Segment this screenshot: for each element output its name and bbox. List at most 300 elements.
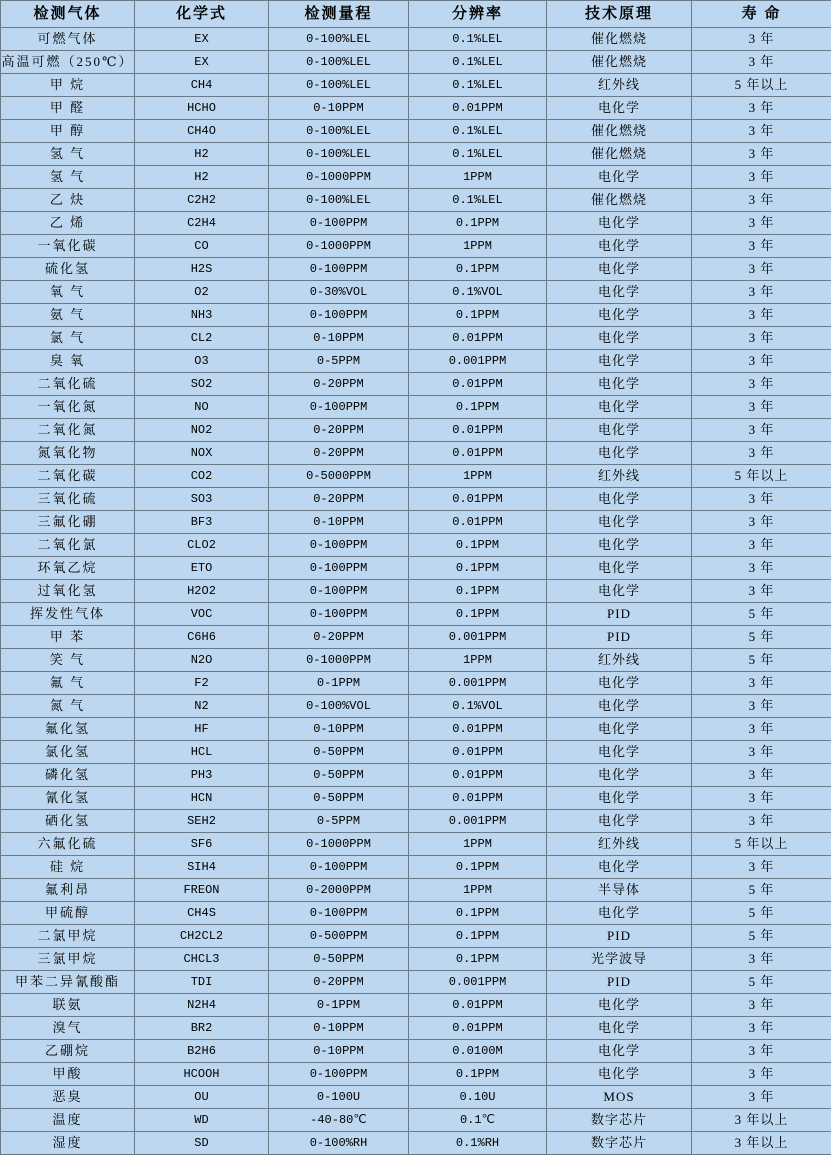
table-row	[1, 534, 831, 557]
cell-technology: PID	[547, 603, 692, 626]
cell-gas: 硅 烷	[1, 856, 135, 879]
table-row	[1, 833, 831, 856]
cell-lifetime: 3 年	[692, 51, 831, 74]
cell-formula: HCN	[135, 787, 269, 810]
cell-resolution: 0.001PPM	[409, 626, 547, 649]
table-row	[1, 373, 831, 396]
cell-formula: OU	[135, 1086, 269, 1109]
cell-lifetime: 3 年	[692, 166, 831, 189]
cell-resolution: 0.1PPM	[409, 304, 547, 327]
cell-resolution: 0.01PPM	[409, 327, 547, 350]
cell-formula: SEH2	[135, 810, 269, 833]
cell-lifetime: 3 年	[692, 419, 831, 442]
cell-technology: 光学波导	[547, 948, 692, 971]
header-row	[1, 1, 831, 28]
cell-resolution: 0.0100M	[409, 1040, 547, 1063]
cell-formula: N2	[135, 695, 269, 718]
cell-range: 0-100%RH	[269, 1132, 409, 1155]
cell-technology: 红外线	[547, 74, 692, 97]
cell-technology: 电化学	[547, 902, 692, 925]
cell-range: 0-50PPM	[269, 948, 409, 971]
cell-range: 0-1PPM	[269, 672, 409, 695]
cell-lifetime: 3 年	[692, 327, 831, 350]
cell-range: 0-100%LEL	[269, 120, 409, 143]
cell-technology: 电化学	[547, 488, 692, 511]
cell-technology: 电化学	[547, 396, 692, 419]
cell-resolution: 0.01PPM	[409, 764, 547, 787]
cell-lifetime: 3 年	[692, 396, 831, 419]
cell-technology: 电化学	[547, 442, 692, 465]
cell-lifetime: 3 年以上	[692, 1109, 831, 1132]
cell-formula: SIH4	[135, 856, 269, 879]
cell-range: 0-100%LEL	[269, 143, 409, 166]
cell-technology: 电化学	[547, 350, 692, 373]
cell-technology: PID	[547, 971, 692, 994]
table-row	[1, 442, 831, 465]
cell-range: 0-20PPM	[269, 442, 409, 465]
cell-gas: 六氟化硫	[1, 833, 135, 856]
cell-formula: C2H4	[135, 212, 269, 235]
cell-gas: 高温可燃（250℃）	[1, 51, 135, 74]
cell-formula: EX	[135, 51, 269, 74]
cell-lifetime: 3 年	[692, 304, 831, 327]
cell-resolution: 0.1PPM	[409, 856, 547, 879]
cell-formula: HF	[135, 718, 269, 741]
cell-lifetime: 3 年	[692, 120, 831, 143]
column-header-gas: 检测气体	[1, 1, 135, 28]
cell-formula: CLO2	[135, 534, 269, 557]
cell-resolution: 0.001PPM	[409, 672, 547, 695]
table-row	[1, 879, 831, 902]
cell-gas: 硫化氢	[1, 258, 135, 281]
cell-resolution: 0.01PPM	[409, 97, 547, 120]
cell-technology: 电化学	[547, 327, 692, 350]
cell-resolution: 0.1%LEL	[409, 51, 547, 74]
table-row	[1, 787, 831, 810]
cell-gas: 氧 气	[1, 281, 135, 304]
table-row	[1, 120, 831, 143]
cell-gas: 过氧化氢	[1, 580, 135, 603]
cell-range: 0-100PPM	[269, 534, 409, 557]
cell-lifetime: 3 年	[692, 1017, 831, 1040]
cell-gas: 氯 气	[1, 327, 135, 350]
table-row	[1, 28, 831, 51]
cell-technology: 电化学	[547, 1063, 692, 1086]
cell-lifetime: 5 年	[692, 649, 831, 672]
cell-technology: 数字芯片	[547, 1109, 692, 1132]
cell-formula: B2H6	[135, 1040, 269, 1063]
table-row	[1, 1132, 831, 1155]
table-row	[1, 281, 831, 304]
cell-technology: 电化学	[547, 511, 692, 534]
cell-gas: 臭 氧	[1, 350, 135, 373]
table-header	[1, 1, 831, 28]
cell-gas: 甲 苯	[1, 626, 135, 649]
cell-range: 0-100%LEL	[269, 74, 409, 97]
cell-gas: 可燃气体	[1, 28, 135, 51]
cell-lifetime: 3 年	[692, 97, 831, 120]
cell-formula: C2H2	[135, 189, 269, 212]
cell-gas: 二氧化碳	[1, 465, 135, 488]
cell-formula: BF3	[135, 511, 269, 534]
cell-lifetime: 3 年	[692, 235, 831, 258]
table-row	[1, 74, 831, 97]
table-row	[1, 557, 831, 580]
table-row	[1, 741, 831, 764]
cell-technology: 电化学	[547, 695, 692, 718]
cell-formula: CH4	[135, 74, 269, 97]
cell-lifetime: 3 年	[692, 787, 831, 810]
cell-lifetime: 3 年	[692, 212, 831, 235]
column-header-technology: 技术原理	[547, 1, 692, 28]
table-body	[1, 28, 831, 1155]
cell-technology: 电化学	[547, 97, 692, 120]
cell-range: 0-5PPM	[269, 350, 409, 373]
cell-gas: 甲酸	[1, 1063, 135, 1086]
cell-resolution: 0.1%VOL	[409, 281, 547, 304]
cell-formula: PH3	[135, 764, 269, 787]
cell-resolution: 0.1PPM	[409, 212, 547, 235]
cell-range: 0-10PPM	[269, 1017, 409, 1040]
cell-formula: FREON	[135, 879, 269, 902]
cell-formula: H2O2	[135, 580, 269, 603]
cell-formula: CHCL3	[135, 948, 269, 971]
cell-lifetime: 3 年	[692, 350, 831, 373]
table-row	[1, 97, 831, 120]
cell-range: 0-20PPM	[269, 373, 409, 396]
cell-gas: 溴气	[1, 1017, 135, 1040]
cell-range: 0-100PPM	[269, 557, 409, 580]
table-row	[1, 971, 831, 994]
cell-resolution: 1PPM	[409, 833, 547, 856]
table-row	[1, 189, 831, 212]
cell-range: 0-1PPM	[269, 994, 409, 1017]
table-row	[1, 718, 831, 741]
cell-technology: 电化学	[547, 212, 692, 235]
cell-resolution: 0.01PPM	[409, 488, 547, 511]
cell-formula: CH4S	[135, 902, 269, 925]
cell-formula: NO	[135, 396, 269, 419]
cell-formula: O3	[135, 350, 269, 373]
cell-range: 0-100PPM	[269, 396, 409, 419]
cell-range: 0-1000PPM	[269, 166, 409, 189]
cell-gas: 三氧化硫	[1, 488, 135, 511]
cell-range: 0-1000PPM	[269, 235, 409, 258]
cell-formula: TDI	[135, 971, 269, 994]
cell-resolution: 0.01PPM	[409, 373, 547, 396]
cell-range: 0-50PPM	[269, 787, 409, 810]
cell-range: 0-100PPM	[269, 580, 409, 603]
cell-gas: 氟 气	[1, 672, 135, 695]
cell-range: 0-100%LEL	[269, 189, 409, 212]
cell-gas: 乙 炔	[1, 189, 135, 212]
cell-formula: HCOOH	[135, 1063, 269, 1086]
cell-range: 0-100PPM	[269, 902, 409, 925]
cell-resolution: 0.01PPM	[409, 442, 547, 465]
table-row	[1, 1086, 831, 1109]
cell-gas: 甲 醛	[1, 97, 135, 120]
cell-resolution: 0.01PPM	[409, 1017, 547, 1040]
cell-range: 0-100PPM	[269, 603, 409, 626]
cell-gas: 笑 气	[1, 649, 135, 672]
cell-range: 0-100PPM	[269, 304, 409, 327]
table-row	[1, 304, 831, 327]
cell-resolution: 0.1PPM	[409, 948, 547, 971]
cell-lifetime: 3 年	[692, 672, 831, 695]
table-row	[1, 695, 831, 718]
cell-lifetime: 3 年	[692, 442, 831, 465]
cell-lifetime: 3 年	[692, 28, 831, 51]
cell-resolution: 0.1PPM	[409, 557, 547, 580]
cell-lifetime: 5 年以上	[692, 465, 831, 488]
cell-lifetime: 3 年	[692, 143, 831, 166]
cell-resolution: 0.001PPM	[409, 350, 547, 373]
cell-technology: 电化学	[547, 557, 692, 580]
table-row	[1, 1040, 831, 1063]
cell-gas: 氰化氢	[1, 787, 135, 810]
table-row	[1, 764, 831, 787]
cell-formula: HCL	[135, 741, 269, 764]
cell-resolution: 0.1PPM	[409, 925, 547, 948]
cell-lifetime: 5 年	[692, 925, 831, 948]
cell-resolution: 0.1%LEL	[409, 120, 547, 143]
cell-resolution: 0.1PPM	[409, 902, 547, 925]
cell-lifetime: 3 年	[692, 856, 831, 879]
cell-formula: N2H4	[135, 994, 269, 1017]
cell-formula: N2O	[135, 649, 269, 672]
cell-resolution: 0.10U	[409, 1086, 547, 1109]
cell-technology: PID	[547, 626, 692, 649]
column-header-lifetime: 寿 命	[692, 1, 831, 28]
cell-lifetime: 3 年以上	[692, 1132, 831, 1155]
cell-gas: 恶臭	[1, 1086, 135, 1109]
cell-gas: 氢 气	[1, 143, 135, 166]
table-row	[1, 488, 831, 511]
cell-resolution: 0.1℃	[409, 1109, 547, 1132]
cell-technology: 电化学	[547, 258, 692, 281]
cell-formula: CO2	[135, 465, 269, 488]
cell-resolution: 1PPM	[409, 166, 547, 189]
cell-range: 0-10PPM	[269, 718, 409, 741]
cell-range: 0-2000PPM	[269, 879, 409, 902]
cell-gas: 联氨	[1, 994, 135, 1017]
cell-formula: CO	[135, 235, 269, 258]
cell-range: 0-10PPM	[269, 97, 409, 120]
cell-resolution: 0.01PPM	[409, 787, 547, 810]
table-row	[1, 994, 831, 1017]
cell-gas: 乙 烯	[1, 212, 135, 235]
cell-formula: EX	[135, 28, 269, 51]
cell-gas: 氟利昂	[1, 879, 135, 902]
cell-technology: 电化学	[547, 373, 692, 396]
cell-resolution: 0.1PPM	[409, 534, 547, 557]
cell-gas: 二氧化氯	[1, 534, 135, 557]
cell-resolution: 0.01PPM	[409, 511, 547, 534]
cell-range: 0-1000PPM	[269, 833, 409, 856]
cell-lifetime: 3 年	[692, 511, 831, 534]
cell-gas: 氮氧化物	[1, 442, 135, 465]
cell-technology: 电化学	[547, 1040, 692, 1063]
table-row	[1, 465, 831, 488]
cell-resolution: 0.1PPM	[409, 1063, 547, 1086]
table-row	[1, 672, 831, 695]
cell-range: 0-5000PPM	[269, 465, 409, 488]
cell-formula: VOC	[135, 603, 269, 626]
cell-range: 0-100%LEL	[269, 51, 409, 74]
cell-formula: H2S	[135, 258, 269, 281]
cell-resolution: 1PPM	[409, 465, 547, 488]
cell-resolution: 0.1PPM	[409, 258, 547, 281]
cell-lifetime: 3 年	[692, 1086, 831, 1109]
cell-range: 0-100PPM	[269, 856, 409, 879]
cell-lifetime: 5 年	[692, 971, 831, 994]
cell-lifetime: 3 年	[692, 718, 831, 741]
cell-technology: 催化燃烧	[547, 120, 692, 143]
cell-technology: 电化学	[547, 281, 692, 304]
table-row	[1, 51, 831, 74]
cell-lifetime: 3 年	[692, 695, 831, 718]
table-row	[1, 143, 831, 166]
cell-resolution: 0.001PPM	[409, 971, 547, 994]
cell-resolution: 0.1PPM	[409, 580, 547, 603]
table-row	[1, 419, 831, 442]
cell-technology: 电化学	[547, 534, 692, 557]
table-row	[1, 649, 831, 672]
cell-lifetime: 5 年	[692, 902, 831, 925]
cell-gas: 三氯甲烷	[1, 948, 135, 971]
cell-resolution: 1PPM	[409, 235, 547, 258]
cell-gas: 三氟化硼	[1, 511, 135, 534]
cell-technology: 电化学	[547, 994, 692, 1017]
cell-range: 0-10PPM	[269, 327, 409, 350]
cell-gas: 氯化氢	[1, 741, 135, 764]
cell-gas: 二氧化氮	[1, 419, 135, 442]
cell-range: 0-1000PPM	[269, 649, 409, 672]
cell-resolution: 1PPM	[409, 649, 547, 672]
cell-resolution: 0.1PPM	[409, 396, 547, 419]
cell-lifetime: 3 年	[692, 580, 831, 603]
cell-formula: SO3	[135, 488, 269, 511]
cell-range: 0-100PPM	[269, 258, 409, 281]
cell-technology: 电化学	[547, 764, 692, 787]
cell-gas: 氟化氢	[1, 718, 135, 741]
cell-formula: BR2	[135, 1017, 269, 1040]
cell-range: 0-500PPM	[269, 925, 409, 948]
cell-technology: 电化学	[547, 235, 692, 258]
table-row	[1, 626, 831, 649]
cell-resolution: 0.001PPM	[409, 810, 547, 833]
cell-gas: 乙硼烷	[1, 1040, 135, 1063]
cell-lifetime: 3 年	[692, 810, 831, 833]
cell-formula: SO2	[135, 373, 269, 396]
cell-range: 0-20PPM	[269, 419, 409, 442]
cell-formula: SF6	[135, 833, 269, 856]
cell-gas: 二氧化硫	[1, 373, 135, 396]
cell-technology: 催化燃烧	[547, 28, 692, 51]
cell-technology: 电化学	[547, 166, 692, 189]
cell-range: 0-50PPM	[269, 764, 409, 787]
cell-lifetime: 3 年	[692, 1040, 831, 1063]
table-row	[1, 1017, 831, 1040]
cell-technology: 红外线	[547, 833, 692, 856]
cell-formula: CH2CL2	[135, 925, 269, 948]
table-row	[1, 603, 831, 626]
cell-lifetime: 3 年	[692, 373, 831, 396]
cell-technology: 电化学	[547, 672, 692, 695]
cell-formula: ETO	[135, 557, 269, 580]
column-header-range: 检测量程	[269, 1, 409, 28]
cell-resolution: 0.1%VOL	[409, 695, 547, 718]
cell-lifetime: 3 年	[692, 741, 831, 764]
table-row	[1, 902, 831, 925]
cell-technology: MOS	[547, 1086, 692, 1109]
cell-formula: SD	[135, 1132, 269, 1155]
table-row	[1, 258, 831, 281]
column-header-resolution: 分辨率	[409, 1, 547, 28]
cell-gas: 甲 醇	[1, 120, 135, 143]
cell-gas: 一氧化氮	[1, 396, 135, 419]
cell-formula: NOX	[135, 442, 269, 465]
cell-technology: 红外线	[547, 465, 692, 488]
cell-gas: 挥发性气体	[1, 603, 135, 626]
cell-resolution: 0.01PPM	[409, 419, 547, 442]
table-row	[1, 810, 831, 833]
cell-technology: 电化学	[547, 419, 692, 442]
cell-resolution: 0.1PPM	[409, 603, 547, 626]
cell-lifetime: 3 年	[692, 1063, 831, 1086]
table-row	[1, 166, 831, 189]
cell-range: 0-20PPM	[269, 488, 409, 511]
cell-range: 0-100%VOL	[269, 695, 409, 718]
cell-technology: 电化学	[547, 1017, 692, 1040]
cell-technology: 催化燃烧	[547, 189, 692, 212]
cell-technology: 数字芯片	[547, 1132, 692, 1155]
cell-lifetime: 3 年	[692, 764, 831, 787]
table-row	[1, 212, 831, 235]
cell-lifetime: 5 年	[692, 626, 831, 649]
cell-range: 0-5PPM	[269, 810, 409, 833]
cell-resolution: 0.1%LEL	[409, 189, 547, 212]
cell-formula: HCHO	[135, 97, 269, 120]
cell-formula: O2	[135, 281, 269, 304]
cell-formula: CL2	[135, 327, 269, 350]
cell-gas: 环氧乙烷	[1, 557, 135, 580]
cell-formula: H2	[135, 143, 269, 166]
cell-range: 0-100%LEL	[269, 28, 409, 51]
cell-technology: 催化燃烧	[547, 51, 692, 74]
table-row	[1, 511, 831, 534]
cell-gas: 二氯甲烷	[1, 925, 135, 948]
cell-range: 0-20PPM	[269, 626, 409, 649]
cell-lifetime: 5 年	[692, 879, 831, 902]
cell-formula: CH4O	[135, 120, 269, 143]
cell-gas: 氢 气	[1, 166, 135, 189]
cell-resolution: 1PPM	[409, 879, 547, 902]
table-row	[1, 350, 831, 373]
cell-resolution: 0.01PPM	[409, 741, 547, 764]
cell-technology: 电化学	[547, 741, 692, 764]
table-row	[1, 948, 831, 971]
cell-gas: 温度	[1, 1109, 135, 1132]
cell-technology: 电化学	[547, 304, 692, 327]
cell-lifetime: 3 年	[692, 994, 831, 1017]
cell-formula: WD	[135, 1109, 269, 1132]
cell-resolution: 0.1%LEL	[409, 28, 547, 51]
cell-resolution: 0.1%RH	[409, 1132, 547, 1155]
cell-gas: 磷化氢	[1, 764, 135, 787]
cell-technology: 电化学	[547, 787, 692, 810]
cell-gas: 氮 气	[1, 695, 135, 718]
